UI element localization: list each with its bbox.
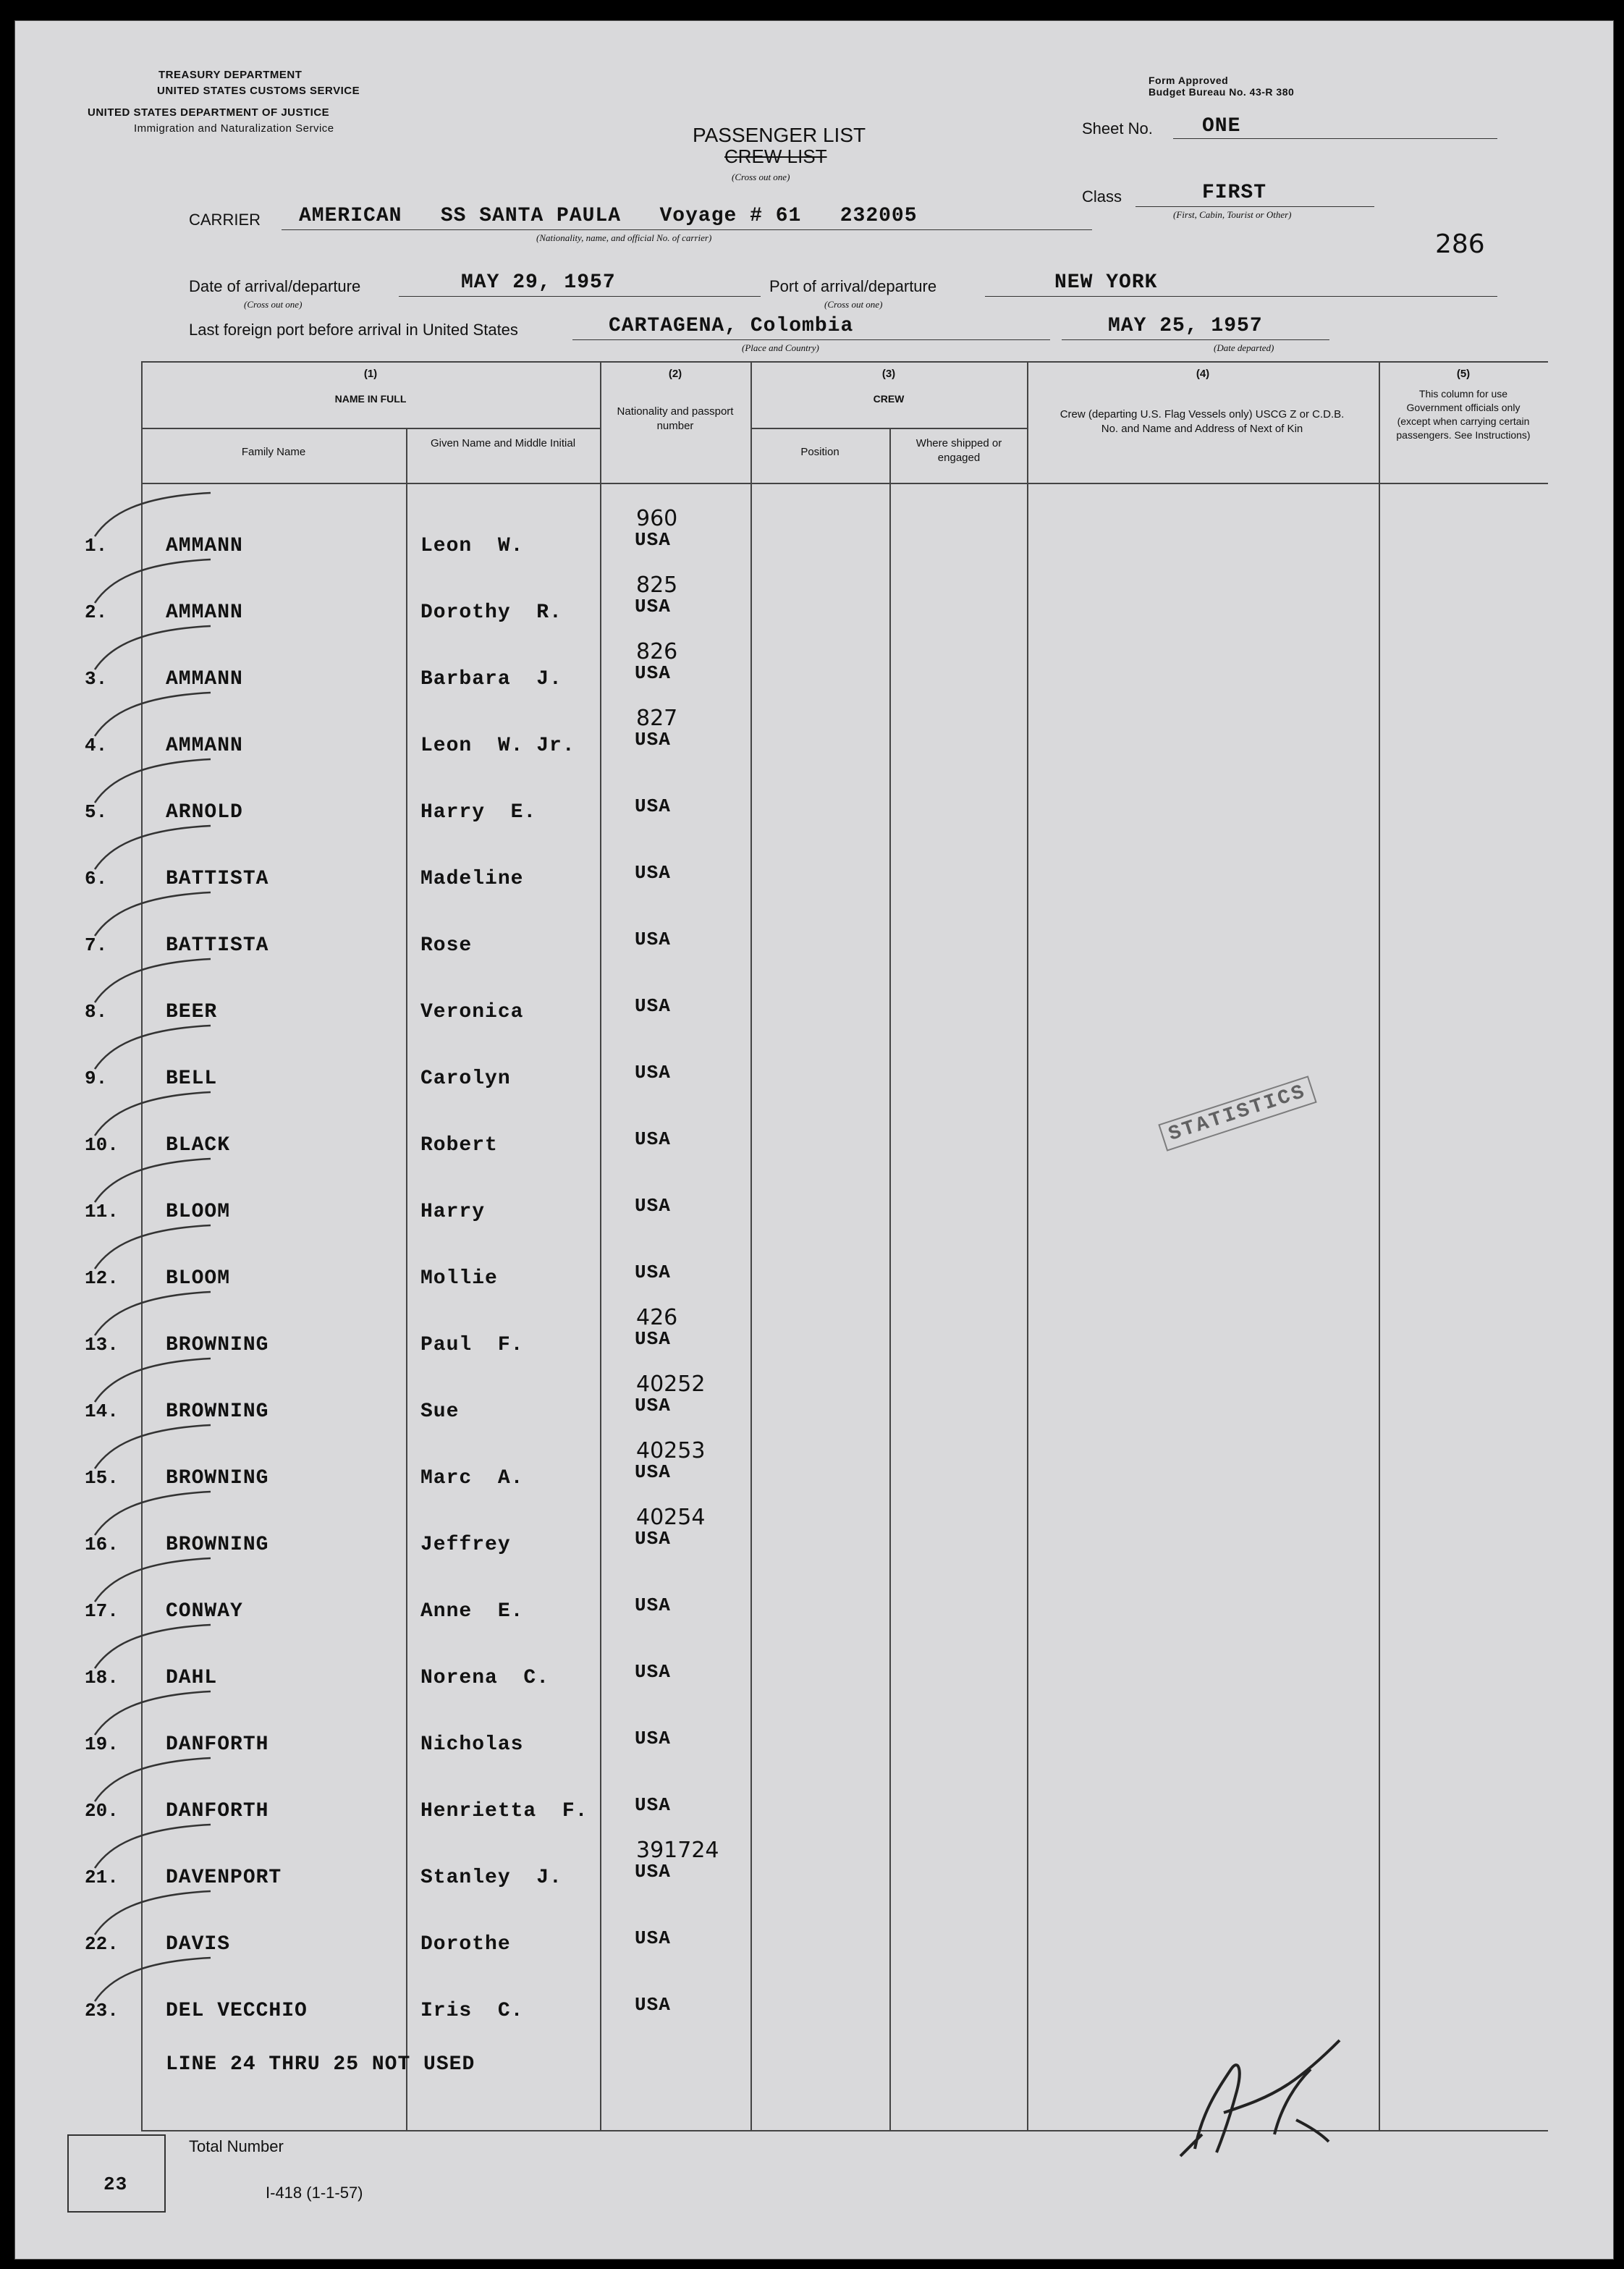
carrier-value: AMERICAN SS SANTA PAULA Voyage # 61 232005 — [299, 205, 918, 227]
family-name: ARNOLD — [166, 801, 243, 824]
nationality: USA — [635, 1195, 671, 1217]
given-name: Sue — [420, 1400, 460, 1423]
port-caption: (Cross out one) — [824, 299, 883, 310]
tick-mark — [95, 693, 211, 736]
last-port-label: Last foreign port before arrival in United States — [189, 321, 518, 339]
row-number: 11. — [85, 1201, 119, 1222]
tick-marks — [80, 470, 312, 2062]
family-name: BROWNING — [166, 1534, 269, 1556]
given-name: Harry — [420, 1201, 486, 1223]
family-name: CONWAY — [166, 1600, 243, 1623]
family-name: BROWNING — [166, 1400, 269, 1423]
row-number: 20. — [85, 1800, 119, 1822]
row-number: 17. — [85, 1600, 119, 1622]
passport-number: 827 — [636, 706, 678, 731]
family-name: AMMANN — [166, 668, 243, 690]
class-value: FIRST — [1202, 182, 1267, 204]
unused-lines-note: LINE 24 THRU 25 NOT USED — [166, 2053, 475, 2076]
date-caption: (Cross out one) — [244, 299, 303, 310]
given-name: Veronica — [420, 1001, 524, 1023]
nationality: USA — [635, 1528, 671, 1550]
tick-mark — [95, 1492, 211, 1535]
agency-customs: UNITED STATES CUSTOMS SERVICE — [157, 85, 360, 97]
family-name: DAVIS — [166, 1933, 231, 1956]
tick-mark — [95, 1092, 211, 1136]
row-number: 8. — [85, 1001, 108, 1023]
family-name: BROWNING — [166, 1334, 269, 1356]
nationality: USA — [635, 529, 671, 551]
given-name: Anne E. — [420, 1600, 524, 1623]
form-title: PASSENGER LIST — [693, 124, 866, 146]
nationality: USA — [635, 929, 671, 950]
tick-mark — [95, 1891, 211, 1935]
sheet-label: Sheet No. — [1082, 119, 1153, 138]
total-label: Total Number — [189, 2137, 284, 2155]
family-name: BATTISTA — [166, 868, 269, 890]
nationality: USA — [635, 1262, 671, 1283]
form-number: I-418 (1-1-57) — [266, 2184, 363, 2202]
given-name: Leon W. — [420, 535, 524, 557]
nationality: USA — [635, 862, 671, 884]
given-name: Carolyn — [420, 1068, 511, 1090]
nationality: USA — [635, 1328, 671, 1350]
family-name: DANFORTH — [166, 1733, 269, 1756]
family-name: BLACK — [166, 1134, 231, 1157]
page-number: 286 — [1435, 229, 1485, 259]
col2-number: (2) — [668, 368, 682, 380]
col2-title: Nationality and passport number — [617, 405, 734, 432]
nationality: USA — [635, 1994, 671, 2016]
col-given-name: Given Name and Middle Initial — [430, 437, 576, 449]
given-name: Iris C. — [420, 2000, 524, 2022]
nationality: USA — [635, 729, 671, 751]
passport-number: 391724 — [636, 1838, 719, 1863]
row-number: 1. — [85, 535, 108, 557]
given-name: Dorothy R. — [420, 601, 562, 624]
given-name: Rose — [420, 934, 473, 957]
tick-mark — [95, 826, 211, 869]
passport-number: 825 — [636, 572, 678, 598]
family-name: DAVENPORT — [166, 1867, 282, 1889]
col4-number: (4) — [1196, 368, 1210, 380]
col1-title: NAME IN FULL — [334, 393, 407, 405]
given-name: Robert — [420, 1134, 498, 1157]
tick-mark — [95, 626, 211, 669]
family-name: DEL VECCHIO — [166, 2000, 308, 2022]
row-number: 18. — [85, 1667, 119, 1689]
nationality: USA — [635, 596, 671, 617]
tick-mark — [95, 1425, 211, 1469]
class-label: Class — [1082, 187, 1122, 206]
tick-mark — [95, 759, 211, 803]
col1-number: (1) — [363, 368, 378, 380]
nationality: USA — [635, 995, 671, 1017]
nationality: USA — [635, 1461, 671, 1483]
tick-mark — [95, 1292, 211, 1335]
row-number: 15. — [85, 1467, 119, 1489]
given-name: Jeffrey — [420, 1534, 511, 1556]
col3-number: (3) — [881, 368, 896, 380]
tick-mark — [95, 493, 211, 536]
given-name: Norena C. — [420, 1667, 550, 1689]
col-where-shipped: Where shipped or engaged — [915, 437, 1002, 464]
passport-number: 40252 — [636, 1372, 706, 1397]
tick-mark — [95, 1558, 211, 1602]
statistics-stamp: STATISTICS — [1158, 1076, 1316, 1151]
family-name: AMMANN — [166, 601, 243, 624]
family-name: BLOOM — [166, 1201, 231, 1223]
given-name: Leon W. Jr. — [420, 735, 575, 757]
nationality: USA — [635, 1861, 671, 1883]
col3-title: CREW — [873, 393, 905, 405]
tick-mark — [95, 892, 211, 936]
row-number: 7. — [85, 934, 108, 956]
given-name: Madeline — [420, 868, 524, 890]
departed-value: MAY 25, 1957 — [1108, 315, 1263, 337]
col-family-name: Family Name — [241, 446, 306, 458]
form-page — [14, 20, 1614, 2260]
carrier-caption: (Nationality, name, and official No. of carrier) — [536, 232, 712, 243]
nationality: USA — [635, 1395, 671, 1416]
row-number: 22. — [85, 1933, 119, 1955]
row-number: 10. — [85, 1134, 119, 1156]
row-number: 5. — [85, 801, 108, 823]
tick-mark — [95, 959, 211, 1002]
row-number: 4. — [85, 735, 108, 756]
nationality: USA — [635, 1594, 671, 1616]
nationality: USA — [635, 1927, 671, 1949]
given-name: Marc A. — [420, 1467, 524, 1490]
row-number: 19. — [85, 1733, 119, 1755]
col5-title: This column for use Government officials only (except when carrying certain passengers. See Instructions) — [1396, 388, 1531, 441]
row-number: 13. — [85, 1334, 119, 1356]
tick-mark — [95, 1958, 211, 2001]
row-number: 16. — [85, 1534, 119, 1555]
family-name: DAHL — [166, 1667, 218, 1689]
passport-number: 40254 — [636, 1505, 706, 1530]
agency-ins: Immigration and Naturalization Service — [134, 122, 334, 135]
carrier-label: CARRIER — [189, 211, 261, 229]
row-number: 6. — [85, 868, 108, 890]
tick-mark — [95, 1159, 211, 1202]
port-label: Port of arrival/departure — [769, 277, 937, 295]
row-number: 14. — [85, 1400, 119, 1422]
col4-title: Crew (departing U.S. Flag Vessels only) USCG Z or C.D.B. No. and Name and Address of Next of Kin — [1060, 408, 1345, 435]
date-value: MAY 29, 1957 — [461, 271, 616, 294]
given-name: Barbara J. — [420, 668, 562, 690]
row-number: 2. — [85, 601, 108, 623]
family-name: BLOOM — [166, 1267, 231, 1290]
row-number: 9. — [85, 1068, 108, 1089]
given-name: Paul F. — [420, 1334, 524, 1356]
row-number: 21. — [85, 1867, 119, 1888]
nationality: USA — [635, 1794, 671, 1816]
nationality: USA — [635, 1661, 671, 1683]
family-name: AMMANN — [166, 735, 243, 757]
total-value: 23 — [103, 2173, 128, 2195]
family-name: BATTISTA — [166, 934, 269, 957]
given-name: Nicholas — [420, 1733, 524, 1756]
tick-mark — [95, 1825, 211, 1868]
tick-mark — [95, 1625, 211, 1668]
col5-number: (5) — [1456, 368, 1471, 380]
class-caption: (First, Cabin, Tourist or Other) — [1173, 209, 1292, 220]
passport-number: 426 — [636, 1305, 678, 1330]
budget-bureau: Budget Bureau No. 43-R 380 — [1149, 86, 1295, 98]
given-name: Stanley J. — [420, 1867, 562, 1889]
family-name: BELL — [166, 1068, 218, 1090]
nationality: USA — [635, 662, 671, 684]
given-name: Henrietta F. — [420, 1800, 588, 1822]
nationality: USA — [635, 1062, 671, 1083]
last-port-caption: (Place and Country) — [742, 342, 819, 353]
port-value: NEW YORK — [1054, 271, 1158, 294]
given-name: Mollie — [420, 1267, 498, 1290]
total-box — [67, 2134, 166, 2213]
tick-mark — [95, 1026, 211, 1069]
row-number: 23. — [85, 2000, 119, 2021]
agency-justice: UNITED STATES DEPARTMENT OF JUSTICE — [88, 106, 330, 119]
agency-treasury: TREASURY DEPARTMENT — [158, 69, 303, 81]
form-approved: Form Approved — [1149, 75, 1229, 86]
nationality: USA — [635, 795, 671, 817]
row-number: 12. — [85, 1267, 119, 1289]
col-position: Position — [800, 446, 840, 458]
form-title-crossed: CREW LIST — [724, 145, 827, 167]
given-name: Harry E. — [420, 801, 537, 824]
departed-caption: (Date departed) — [1214, 342, 1274, 353]
family-name: BROWNING — [166, 1467, 269, 1490]
tick-mark — [95, 559, 211, 603]
last-port-value: CARTAGENA, Colombia — [609, 315, 854, 337]
family-name: BEER — [166, 1001, 218, 1023]
tick-mark — [95, 1359, 211, 1402]
passport-number: 960 — [636, 506, 678, 531]
passport-number: 40253 — [636, 1438, 706, 1463]
tick-mark — [95, 1758, 211, 1801]
given-name: Dorothe — [420, 1933, 511, 1956]
tick-mark — [95, 1225, 211, 1269]
row-number: 3. — [85, 668, 108, 690]
title-cross-caption: (Cross out one) — [732, 172, 790, 182]
nationality: USA — [635, 1128, 671, 1150]
nationality: USA — [635, 1728, 671, 1749]
family-name: AMMANN — [166, 535, 243, 557]
passport-number: 826 — [636, 639, 678, 664]
official-signature — [1173, 2026, 1361, 2171]
date-label: Date of arrival/departure — [189, 277, 361, 295]
family-name: DANFORTH — [166, 1800, 269, 1822]
sheet-value: ONE — [1202, 115, 1241, 138]
tick-mark — [95, 1691, 211, 1735]
